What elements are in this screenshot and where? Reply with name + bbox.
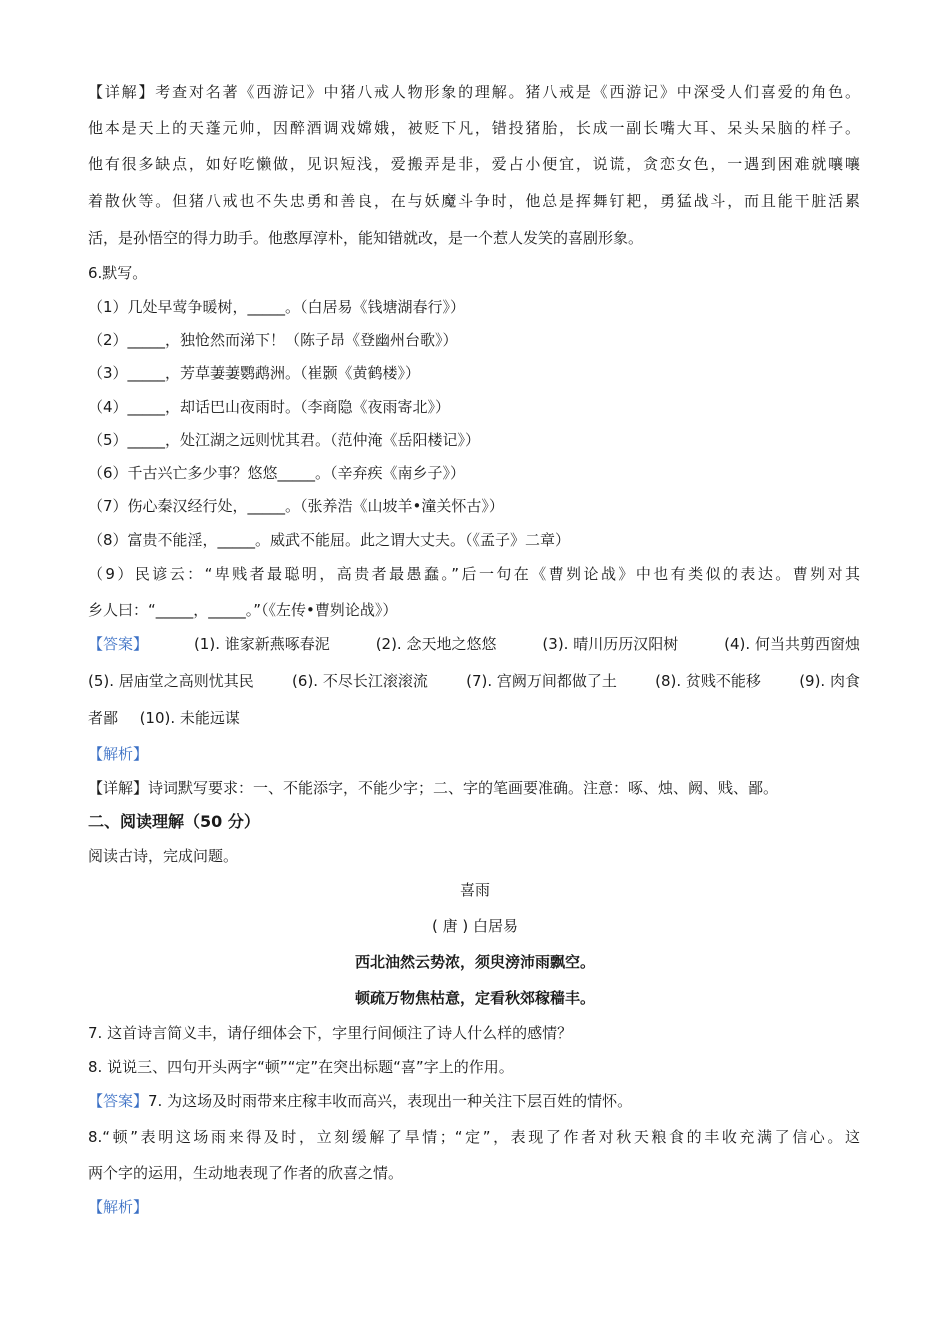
q6-title: 6.默写。 (88, 264, 148, 282)
section-heading: 二、阅读理解（50 分） (88, 812, 260, 831)
xiangjie-tag: 【详解】 (88, 83, 156, 101)
q6-item-9-cont: 乡人曰：“_____，_____。”（《左传•曹刿论战》） (88, 601, 398, 619)
answer-item: (4). 何当共剪西窗烛 (724, 635, 860, 653)
q6-xiangjie: 【详解】诗词默写要求：一、不能添字，不能少字；二、字的笔画要准确。注意：啄、烛、阙、贱、鄙。 (88, 779, 779, 797)
answer-tag: 【答案】 (88, 1092, 149, 1110)
q6-item-6: （6）千古兴亡多少事？悠悠_____。（辛弃疾《南乡子》） (88, 464, 466, 482)
answer-item: (9). 肉食 (799, 672, 860, 690)
answer-7: 【答案】7. 为这场及时雨带来庄稼丰收而高兴，表现出一种关注下层百姓的情怀。 (88, 1092, 633, 1110)
q6-answers-line-1 (88, 634, 860, 654)
answer-item: (7). 宫阙万间都做了土 (466, 672, 617, 690)
xiangjie-line-3: 他有很多缺点，如好吃懒做，见识短浅，爱搬弄是非，爱占小便宜，说谎，贪恋女色，一遇到困难就嚷嚷 (88, 155, 860, 173)
answer-item: (3). 晴川历历汉阳树 (542, 635, 679, 653)
q6-item-8: （8）富贵不能淫，_____。威武不能屈。此之谓大丈夫。（《孟子》二章） (88, 531, 571, 549)
poem-title: 喜雨 (459, 881, 490, 899)
q6-item-2: （2）_____，独怆然而涕下！（陈子昂《登幽州台歌》） (88, 331, 458, 349)
xiangjie-line-2: 他本是天上的天蓬元帅，因醉酒调戏嫦娥，被贬下凡，错投猪胎，长成一副长嘴大耳、呆头呆脑的样子。 (88, 119, 860, 137)
q6-item-9: （9）民谚云：“卑贱者最聪明，高贵者最愚蠢。”后一句在《曹刿论战》中也有类似的表达。曹刿对其 (88, 565, 860, 583)
question-7: 7. 这首诗言简义丰，请仔细体会下，字里行间倾注了诗人什么样的感情？ (88, 1024, 573, 1042)
q6-answers-line-2 (88, 671, 860, 691)
answer-8-line-1: 8.“顿”表明这场雨来得及时，立刻缓解了旱情；“定”，表现了作者对秋天粮食的丰收充满了信心。这 (88, 1128, 860, 1146)
answer-tag: 【答案】 (88, 635, 149, 653)
answer-8-line-2: 两个字的运用，生动地表现了作者的欣喜之情。 (88, 1164, 404, 1182)
xiangjie-line-5: 活，是孙悟空的得力助手。他憨厚淳朴，能知错就改，是一个惹人发笑的喜剧形象。 (88, 229, 644, 247)
section-intro: 阅读古诗，完成问题。 (88, 847, 239, 865)
xiangjie-line-4: 着散伙等。但猪八戒也不失忠勇和善良，在与妖魔斗争时，他总是挥舞钉耙，勇猛战斗，而且能干脏活累 (88, 192, 860, 210)
q6-item-7: （7）伤心秦汉经行处，_____。（张养浩《山坡羊•潼关怀古》） (88, 497, 504, 515)
q6-item-5: （5）_____，处江湖之远则忧其君。（范仲淹《岳阳楼记》） (88, 431, 481, 449)
poem-author: ( 唐 ) 白居易 (431, 917, 518, 935)
answer-item: (5). 居庙堂之高则忧其民 (88, 672, 254, 690)
q6-item-4: （4）_____，却话巴山夜雨时。（李商隐《夜雨寄北》） (88, 398, 451, 416)
poem-line-1: 西北油然云势浓，须臾滂沛雨飘空。 (354, 953, 595, 971)
question-8: 8. 说说三、四句开头两字“顿”“定”在突出标题“喜”字上的作用。 (88, 1058, 514, 1076)
q6-jiexi-tag: 【解析】 (88, 745, 149, 763)
q6-item-1: （1）几处早莺争暖树，_____。（白居易《钱塘湖春行》） (88, 298, 466, 316)
answer-item: (10). 未能远谋 (139, 709, 240, 727)
q6-item-3: （3）_____，芳草萋萋鹦鹉洲。（崔颢《黄鹤楼》） (88, 364, 421, 382)
answer-item: (1). 谁家新燕啄春泥 (193, 635, 330, 653)
answer-item: (2). 念天地之悠悠 (375, 635, 497, 653)
poem-line-2: 顿疏万物焦枯意，定看秋郊稼穑丰。 (354, 989, 595, 1007)
answer-item: (8). 贫贱不能移 (655, 672, 761, 690)
xiangjie-line-1: 【详解】考查对名著《西游记》中猪八戒人物形象的理解。猪八戒是《西游记》中深受人们喜爱的角色。 (88, 83, 860, 101)
q6-answers-line-3 (88, 708, 240, 728)
section2-jiexi-tag: 【解析】 (88, 1198, 149, 1216)
answer-item: 者鄙 (88, 709, 119, 727)
answer-item: (6). 不尽长江滚滚流 (292, 672, 428, 690)
